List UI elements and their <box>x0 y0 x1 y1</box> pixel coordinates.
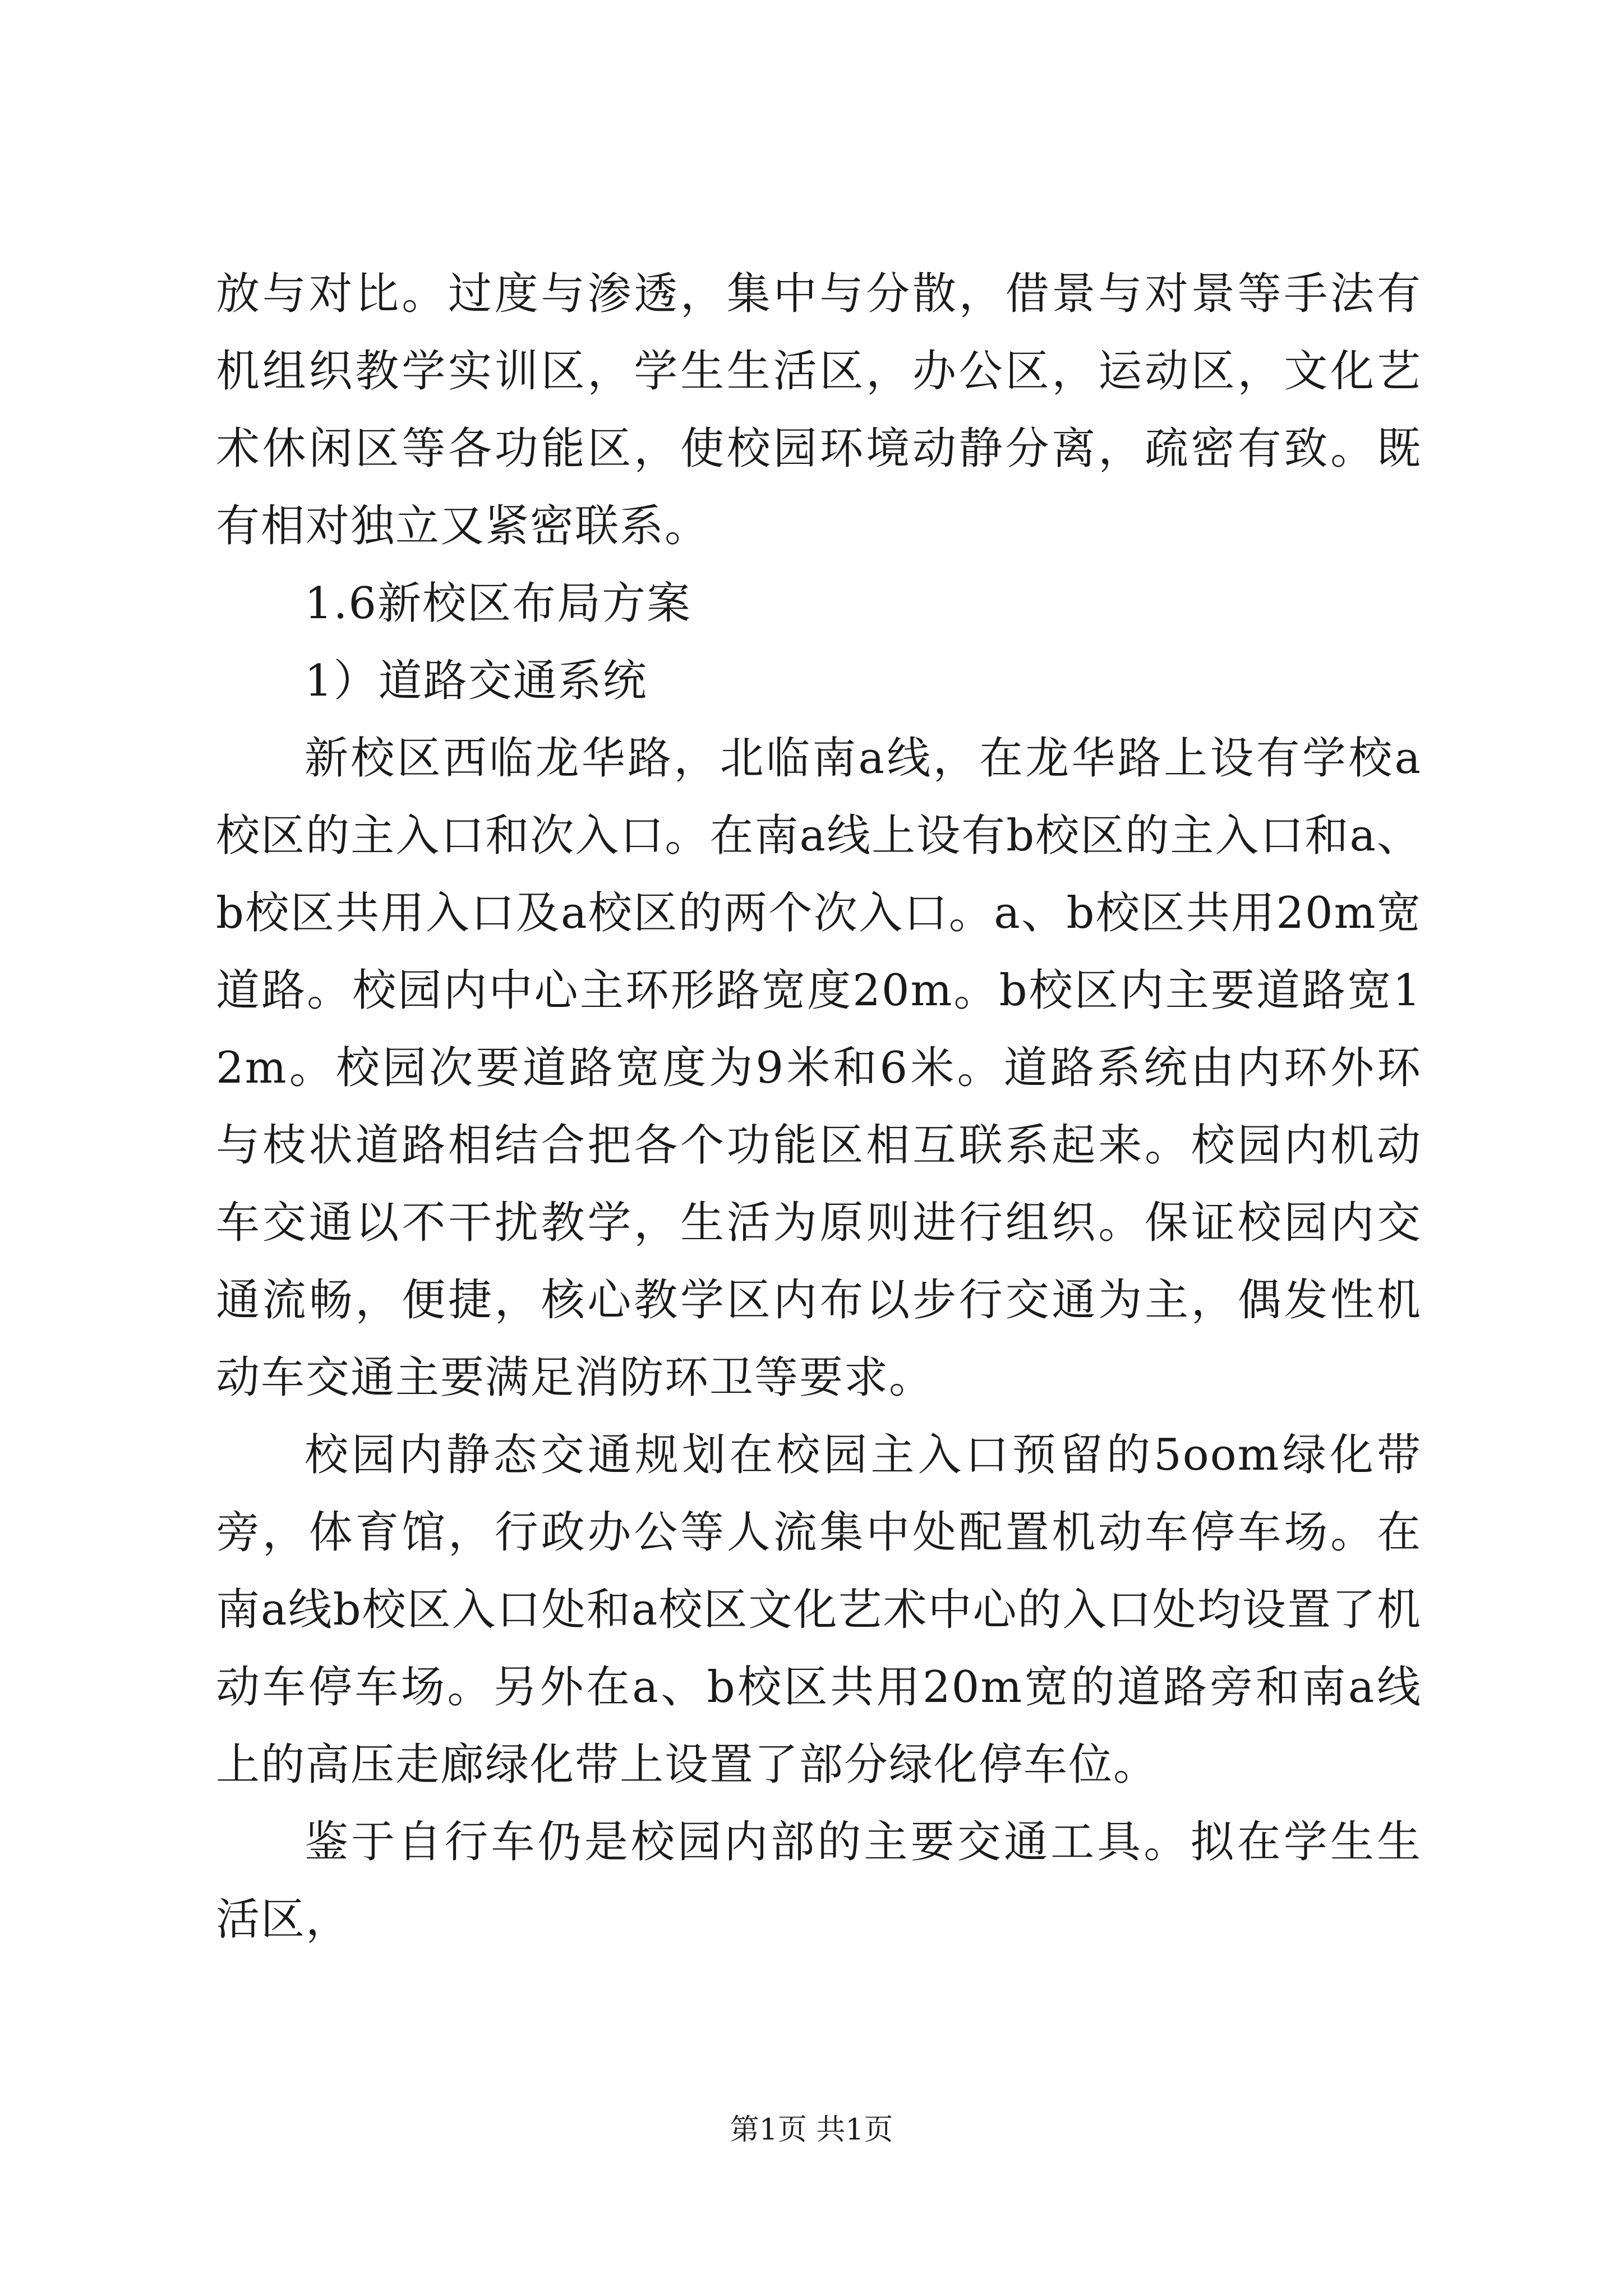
paragraph-continued: 放与对比。过度与渗透，集中与分散，借景与对景等手法有机组织教学实训区，学生生活区，办公区，运动区，文化艺术休闲区等各功能区，使校园环境动静分离，疏密有致。既有相对独立又紧密联系。 <box>216 269 1422 551</box>
subsection-heading-road-traffic: 1）道路交通系统 <box>305 656 648 706</box>
page-number-footer: 第1页 共1页 <box>730 2113 893 2147</box>
paragraph-bicycle: 鉴于自行车仍是校园内部的主要交通工具。拟在学生生活区， <box>216 1817 1422 1945</box>
paragraph-static-traffic: 校园内静态交通规划在校园主入口预留的5oom绿化带旁，体育馆，行政办公等人流集中处配置机动车停车场。在南a线b校区入口处和a校区文化艺术中心的入口处均设置了机动车停车场。另外在a、b校区共用20m宽的道路旁和南a线上的高压走廊绿化带上设置了部分绿化停车位。 <box>216 1430 1422 1790</box>
document-body <box>216 255 1422 1958</box>
paragraph-road-system: 新校区西临龙华路，北临南a线，在龙华路上设有学校a校区的主入口和次入口。在南a线上设有b校区的主入口和a、b校区共用入口及a校区的两个次入口。a、b校区共用20m宽道路。校园内中心主环形路宽度20m。b校区内主要道路宽12m。校园次要道路宽度为9米和6米。道路系统由内环外环与枝状道路相结合把各个功能区相互联系起来。校园内机动车交通以不干扰教学，生活为原则进行组织。保证校园内交通流畅，便捷，核心教学区内布以步行交通为主，偶发性机动车交通主要满足消防环卫等要求。 <box>216 733 1422 1403</box>
section-heading-layout-plan: 1.6新校区布局方案 <box>305 578 692 629</box>
